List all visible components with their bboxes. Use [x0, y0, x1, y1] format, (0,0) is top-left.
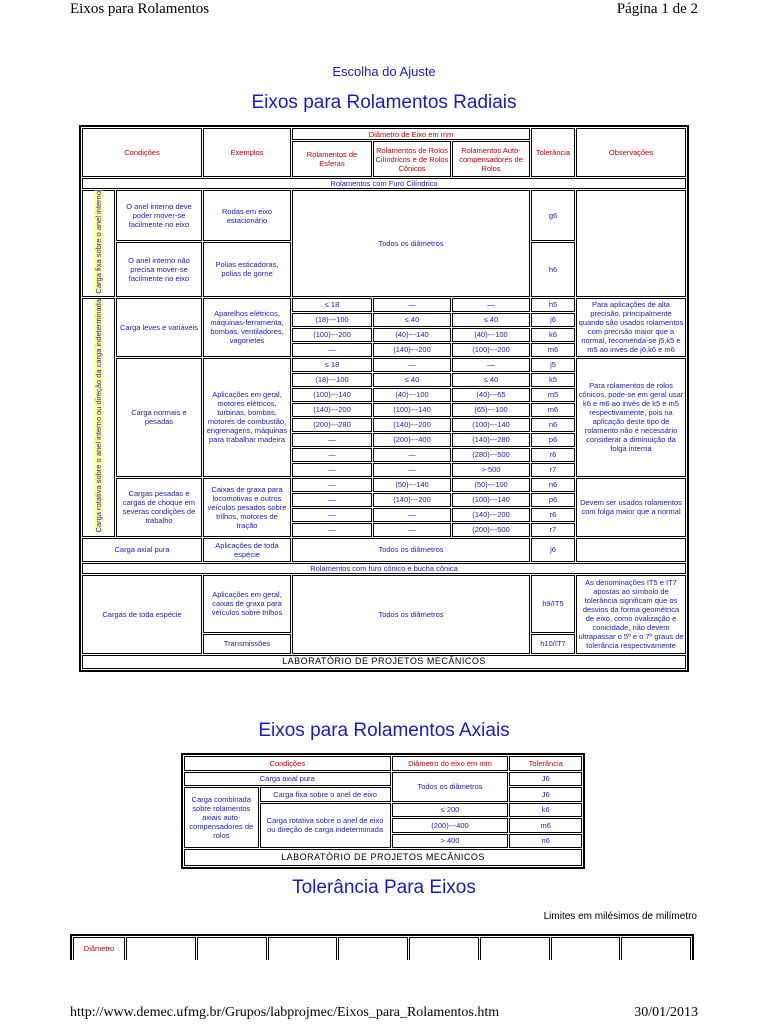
- table-cell: (140)---200: [373, 418, 451, 432]
- radial-header-self-aligning: Rolamentos Auto-compensadores de Rolos: [452, 141, 530, 177]
- condition-ring-moves: O anel interno deve poder mover-se facilmente no eixo: [116, 190, 202, 241]
- table-cell: —: [373, 463, 451, 477]
- table-cell: j5: [531, 358, 575, 372]
- table-cell: (40)---140: [373, 328, 451, 342]
- example-wheels: Rodas em eixo estacionário: [203, 190, 291, 241]
- table-cell: (100)---140: [292, 388, 372, 402]
- vertical-label-fixed-load: Carga fixa sobre o anel interno: [94, 191, 103, 294]
- obs-empty-fixed: [576, 190, 686, 297]
- radial-header-examples: Exemplos: [203, 128, 291, 177]
- table-cell: (65)---100: [452, 403, 530, 417]
- axial-header-conditions: Condições: [184, 756, 391, 771]
- radial-header-diameter: Diâmetro de Eixo em mm: [292, 128, 530, 140]
- table-cell: ≤ 40: [452, 313, 530, 327]
- page-header: [0, 0, 768, 22]
- condition-heavy-loads: Cargas pesadas e cargas de choque em severas condições de trabalho: [116, 478, 202, 537]
- table-cell: [409, 937, 479, 960]
- table-cell: (140)---200: [452, 508, 530, 522]
- table-cell: n6: [531, 418, 575, 432]
- table-cell: ≤ 40: [373, 373, 451, 387]
- radial-lab-footer: LABORATÓRIO DE PROJETOS MECÂNICOS: [82, 655, 686, 669]
- radial-header-tolerance: Tolerância: [531, 128, 575, 177]
- table-cell: m6: [531, 403, 575, 417]
- table-cell: (40)---100: [373, 388, 451, 402]
- footer-url: http://www.demec.ufmg.br/Grupos/labprojmec/Eixos_para_Rolamentos.htm: [70, 1005, 500, 1020]
- condition-axial-load: Carga axial pura: [82, 538, 202, 562]
- table-cell: (140)---200: [373, 343, 451, 357]
- table-cell: —: [292, 523, 372, 537]
- choice-heading: Escolha do Ajuste: [332, 64, 436, 79]
- all-diameters-tapered: Todos os diâmetros: [292, 575, 530, 654]
- axial-condition-fixed: Carga fixa sobre o anel de eixo: [260, 787, 391, 802]
- table-cell: —: [452, 298, 530, 312]
- table-cell: (140)---200: [373, 493, 451, 507]
- axial-all-diameters: Todos os diâmetros: [392, 772, 509, 802]
- table-cell: (50)---100: [452, 478, 530, 492]
- table-cell: —: [292, 463, 372, 477]
- obs-heavy-loads: Devem ser usados rolamentos com folga maior que a normal: [576, 478, 686, 537]
- radial-bearings-table: [79, 125, 689, 672]
- table-cell: (200)---400: [392, 818, 509, 833]
- table-cell: —: [292, 343, 372, 357]
- table-cell: r7: [531, 523, 575, 537]
- table-cell: m5: [531, 388, 575, 402]
- table-cell: —: [452, 358, 530, 372]
- header-page-number: Página 1 de 2: [616, 1, 698, 17]
- condition-all-loads: Cargas de toda espécie: [82, 575, 202, 654]
- obs-empty-axial: [576, 538, 686, 562]
- axial-header-tolerance: Tolerância: [509, 756, 582, 771]
- table-cell: [621, 937, 691, 960]
- header-title: Eixos para Rolamentos: [70, 1, 210, 17]
- table-cell: n6: [531, 478, 575, 492]
- tol-h9-it5: h9/IT5: [531, 575, 575, 633]
- table-cell: [551, 937, 621, 960]
- radial-header-ball: Rolamentos de Esferas: [292, 141, 372, 177]
- tolerance-title: Tolerância Para Eixos: [292, 877, 476, 898]
- example-normal-loads: Aplicações em geral, motores elétricos, turbinas, bombas, motores de combustão, engrenagens, máquinas para trabalhar madeira: [203, 358, 291, 477]
- footer-date: 30/01/2013: [634, 1005, 698, 1020]
- vertical-label-rotating-load: Carga rotativa sobre o anel interno ou direção da carga indeterminada: [94, 299, 103, 533]
- table-cell: [338, 937, 408, 960]
- table-cell: k6: [509, 803, 582, 818]
- table-cell: (100)---140: [452, 493, 530, 507]
- table-cell: ≤ 18: [292, 358, 372, 372]
- tolerance-table-clip: [70, 934, 698, 960]
- table-cell: (140)---280: [452, 433, 530, 447]
- table-cell: k5: [531, 373, 575, 387]
- example-heavy-loads: Caixas de graxa para locomotivas e outros veículos pesados sobre trilhos, motores de tração: [203, 478, 291, 537]
- tol-j6: j6: [531, 538, 575, 562]
- table-cell: (18)---100: [292, 313, 372, 327]
- table-cell: m6: [531, 343, 575, 357]
- table-cell: (100)---140: [373, 403, 451, 417]
- table-cell: > 400: [392, 834, 509, 849]
- table-cell: (50)---140: [373, 478, 451, 492]
- axial-bearings-table: [181, 753, 585, 869]
- radial-header-observations: Observações: [576, 128, 686, 177]
- table-cell: r7: [531, 463, 575, 477]
- table-cell: [126, 937, 196, 960]
- all-diameters-axial: Todos os diâmetros: [292, 538, 530, 562]
- table-cell: ≤ 200: [392, 803, 509, 818]
- vertical-rotating-load-cell: [82, 298, 115, 537]
- obs-it-grades: As denominações IT5 e IT7 apostas ao símbolo de tolerância significam que os desvios da forma geométrica de eixo, como ovalização e conicidade, não devem ultrapassar o 5º e o 7º graus de tolerância respectivamente: [576, 575, 686, 654]
- obs-light-loads: Para aplicações de alta precisão, principalmente quando são usados rolamentos com precisão maior que a normal, recomenda-se j5,k5 e m5 ao invés de j6,k6 e m6: [576, 298, 686, 357]
- example-general: Aplicações em geral, caixas de graxa para veículos sobre trilhos: [203, 575, 291, 633]
- table-cell: (40)---100: [452, 328, 530, 342]
- table-cell: (100)---140: [452, 418, 530, 432]
- table-cell: (18)---100: [292, 373, 372, 387]
- table-cell: (200)---500: [452, 523, 530, 537]
- tol-h10-it7: h10/IT7: [531, 634, 575, 654]
- table-cell: —: [292, 508, 372, 522]
- table-cell: —: [373, 448, 451, 462]
- tolerance-header-diameter: Diâmetro: [73, 937, 125, 960]
- example-pulleys: Polias esticadoras, polias de gorne: [203, 242, 291, 296]
- table-cell: (40)---65: [452, 388, 530, 402]
- table-cell: j6: [531, 313, 575, 327]
- axial-lab-footer: LABORATÓRIO DE PROJETOS MECÂNICOS: [184, 849, 582, 866]
- table-cell: (100)---200: [452, 343, 530, 357]
- table-cell: [197, 937, 267, 960]
- table-cell: —: [292, 448, 372, 462]
- condition-normal-loads: Carga normais e pesadas: [116, 358, 202, 477]
- table-cell: (200)---280: [292, 418, 372, 432]
- table-cell: [480, 937, 550, 960]
- tol-h6: h6: [531, 242, 575, 296]
- example-light-loads: Aparelhos elétricos, máquinas-ferramenta, bombas, ventiladores, vagonetes: [203, 298, 291, 357]
- example-transmissions: Transmissões: [203, 634, 291, 654]
- table-cell: ≤ 40: [373, 313, 451, 327]
- table-cell: [268, 937, 338, 960]
- table-cell: r6: [531, 448, 575, 462]
- table-cell: —: [292, 478, 372, 492]
- table-cell: p6: [531, 433, 575, 447]
- axial-tol-j6: J6: [509, 772, 582, 787]
- table-cell: (100)---200: [292, 328, 372, 342]
- table-cell: m6: [509, 818, 582, 833]
- table-cell: ≤ 40: [452, 373, 530, 387]
- table-cell: n6: [509, 834, 582, 849]
- radial-header-cylindrical: Rolamentos de Rolos Cilíndricos e de Rolos Cônicos: [373, 141, 451, 177]
- table-cell: ≤ 18: [292, 298, 372, 312]
- vertical-fixed-load-cell: [82, 190, 115, 297]
- axial-header-diameter: Diâmetro do eixo em mm: [392, 756, 509, 771]
- table-cell: (140)---200: [292, 403, 372, 417]
- example-axial-load: Aplicações de toda espécie: [203, 538, 291, 562]
- radial-title: Eixos para Rolamentos Radiais: [251, 92, 517, 113]
- table-cell: —: [292, 433, 372, 447]
- table-cell: —: [292, 493, 372, 507]
- radial-header-conditions: Condições: [82, 128, 202, 177]
- table-cell: —: [373, 508, 451, 522]
- obs-normal-loads: Para rolamentos de rolos cônicos, pode-se em geral usar k6 e m6 ao invés de k5 e m5 respectivamente, pois na aplicação deste tipo de rolamento não é necessário considerar a diminuição da folga interna: [576, 358, 686, 477]
- axial-condition-pure: Carga axial pura: [184, 772, 391, 787]
- condition-ring-fixed: O anel interno não precisa mover-se facilmente no eixo: [116, 242, 202, 296]
- table-cell: r6: [531, 508, 575, 522]
- all-diameters-fixed: Todos os diâmetros: [292, 190, 530, 297]
- table-cell: h5: [531, 298, 575, 312]
- table-cell: —: [373, 358, 451, 372]
- tolerance-table: [70, 934, 694, 960]
- table-cell: —: [373, 298, 451, 312]
- axial-condition-combined: Carga combinada sobre rolamentos axiais auto-compensadores de rolos: [184, 787, 259, 848]
- section-tapered-bore: Rolamentos com furo cônico e bucha cônica: [82, 563, 686, 574]
- page-footer: [0, 1004, 768, 1024]
- table-cell: (200)---400: [373, 433, 451, 447]
- axial-tol-j6-fixed: J6: [509, 787, 582, 802]
- axial-title: Eixos para Rolamentos Axiais: [258, 720, 510, 741]
- axial-condition-rotating: Carga rotativa sobre o anel de eixo ou direção de carga indeterminada: [260, 803, 391, 849]
- table-cell: (280)---500: [452, 448, 530, 462]
- tol-g6: g6: [531, 190, 575, 241]
- limits-note: Limites em milésimos de milímetro: [543, 911, 697, 922]
- table-cell: > 500: [452, 463, 530, 477]
- table-cell: p6: [531, 493, 575, 507]
- table-cell: k6: [531, 328, 575, 342]
- section-cylindrical-bore: Rolamentos com Furo Cilíndrico: [82, 178, 686, 189]
- table-cell: —: [373, 523, 451, 537]
- condition-light-loads: Carga leves e variáveis: [116, 298, 202, 357]
